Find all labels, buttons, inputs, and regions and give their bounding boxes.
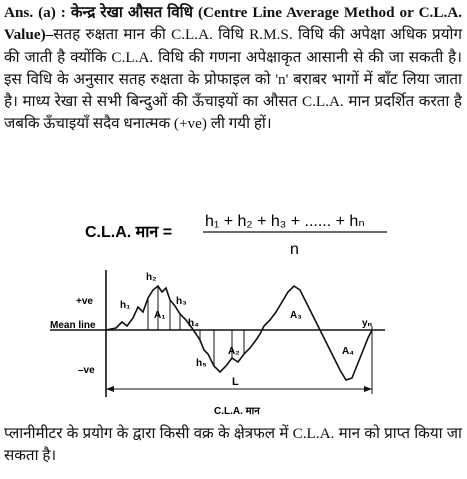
length-label: L — [232, 376, 239, 388]
length-arrow-left — [106, 386, 114, 392]
a1-label: A₁ — [154, 310, 166, 321]
cla-formula — [0, 203, 467, 263]
answer-label: Ans. (a) : — [4, 4, 66, 21]
profile-curve — [106, 286, 372, 380]
mean-line-label: Mean line — [50, 320, 96, 331]
formula-denominator: n — [290, 241, 299, 258]
a4-label: A₄ — [342, 346, 354, 357]
yn-label: yₙ — [362, 318, 373, 329]
h1-label: h₁ — [120, 300, 131, 311]
h5-label: h₅ — [196, 358, 207, 369]
length-arrow-right — [364, 386, 372, 392]
a2-label: A₂ — [228, 346, 240, 357]
h2-label: h₂ — [146, 272, 157, 283]
plus-ve-label: +ve — [76, 296, 93, 307]
figure-caption: C.L.A. मान — [214, 406, 260, 417]
intro-body: सतह रुक्षता मान की C.L.A. विधि R.M.S. विधि की अपेक्षा अधिक प्रयोग की जाती है क्योंकि C.L.A. विधि की गणना अपेक्षाकृत आसानी से की जा सकती है। इस विधि के अनुसार सतह रुक्षता के प्रोफाइल को 'n' बराबर भागों में बाँट लिया जाता है। माध्य रेखा से सभी बिन्दुओं की ऊँचाइयों का औसत C.L.A. मान प्रदर्शित करता है जबकि ऊँचाइयाँ सदैव धनात्मक (+ve) ली गयी हों। — [4, 26, 462, 133]
formula-numerator: h₁ + h₂ + h₃ + ...... + hₙ — [205, 213, 365, 230]
roughness-profile-figure — [0, 262, 467, 422]
heading-hindi: केन्द्र रेखा औसत विधि — [70, 4, 193, 21]
heading-dash: – — [45, 26, 54, 44]
formula-lhs: C.L.A. मान = — [85, 224, 173, 241]
h4-label: h₄ — [188, 318, 199, 329]
a3-label: A₃ — [290, 310, 302, 321]
conclusion-body: प्लानीमीटर के प्रयोग के द्वारा किसी वक्र के क्षेत्रफल में C.L.A. मान को प्राप्त किया जा सकता है। — [4, 425, 462, 465]
minus-ve-label: –ve — [78, 365, 95, 376]
intro-paragraph — [4, 2, 462, 136]
heading-english: (Centre Line Average Method or C.L.A. Value) — [4, 4, 463, 44]
conclusion-paragraph — [4, 423, 462, 468]
h3-label: h₃ — [176, 296, 187, 307]
